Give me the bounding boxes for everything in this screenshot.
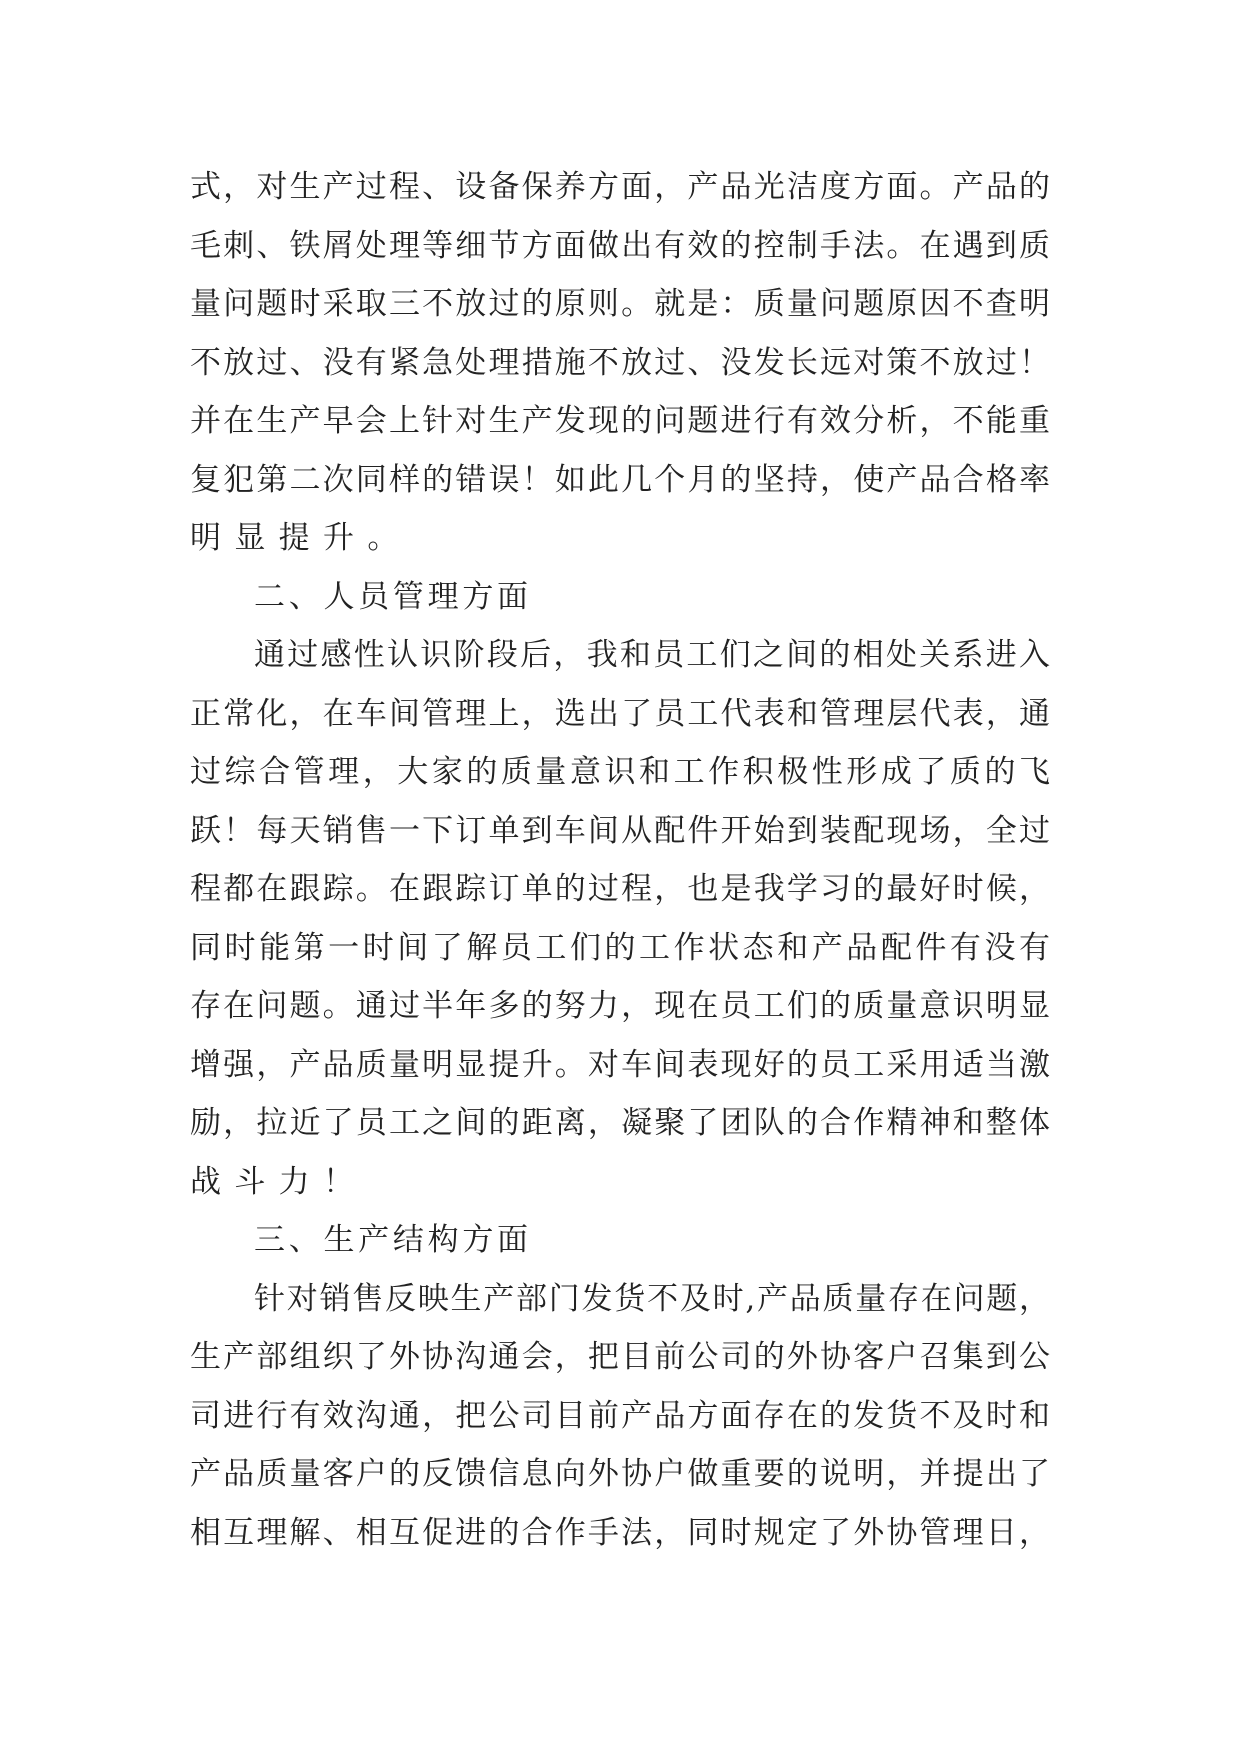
section-heading-production-structure: 三、生产结构方面 (254, 1222, 532, 1258)
document-body (190, 158, 1050, 1562)
text-line: 式，对生产过程、设备保养方面，产品光洁度方面。产品的 (190, 169, 1050, 205)
text-line: 毛刺、铁屑处理等细节方面做出有效的控制手法。在遇到质 (190, 227, 1050, 264)
text-line: 生产部组织了外协沟通会，把目前公司的外协客户召集到公 (190, 1339, 1050, 1375)
text-line: 战斗力！ (190, 1163, 368, 1200)
text-line: 明显提升。 (190, 520, 412, 556)
text-line: 不放过、没有紧急处理措施不放过、没发长远对策不放过！ (190, 344, 1050, 381)
text-line: 程都在跟踪。在跟踪订单的过程，也是我学习的最好时候， (190, 871, 1050, 907)
text-line: 励，拉近了员工之间的距离，凝聚了团队的合作精神和整体 (190, 1105, 1050, 1141)
text-line: 产品质量客户的反馈信息向外协户做重要的说明，并提出了 (190, 1456, 1050, 1492)
text-line: 司进行有效沟通，把公司目前产品方面存在的发货不及时和 (190, 1397, 1050, 1434)
text-line: 相互理解、相互促进的合作手法，同时规定了外协管理日， (190, 1514, 1050, 1551)
paragraph-personnel-management (190, 626, 1050, 1211)
text-line: 存在问题。通过半年多的努力，现在员工们的质量意识明显 (190, 988, 1050, 1024)
text-line: 通过感性认识阶段后，我和员工们之间的相处关系进入 (254, 637, 1050, 673)
text-line: 同时能第一时间了解员工们的工作状态和产品配件有没有 (190, 929, 1050, 966)
text-line: 并在生产早会上针对生产发现的问题进行有效分析，不能重 (190, 403, 1050, 439)
section-heading-personnel: 二、人员管理方面 (254, 578, 532, 615)
text-line: 增强，产品质量明显提升。对车间表现好的员工采用适当激 (190, 1046, 1050, 1083)
text-line: 复犯第二次同样的错误！如此几个月的坚持，使产品合格率 (190, 461, 1050, 498)
text-line: 量问题时采取三不放过的原则。就是：质量问题原因不查明 (190, 286, 1050, 322)
text-line: 过综合管理，大家的质量意识和工作积极性形成了质的飞 (190, 754, 1050, 790)
text-line: 针对销售反映生产部门发货不及时,产品质量存在问题， (254, 1280, 1050, 1317)
paragraph-production-structure (190, 1270, 1050, 1563)
paragraph-quality-control (190, 158, 1050, 568)
text-line: 跃！每天销售一下订单到车间从配件开始到装配现场，全过 (190, 812, 1050, 849)
text-line: 正常化，在车间管理上，选出了员工代表和管理层代表，通 (190, 695, 1050, 732)
